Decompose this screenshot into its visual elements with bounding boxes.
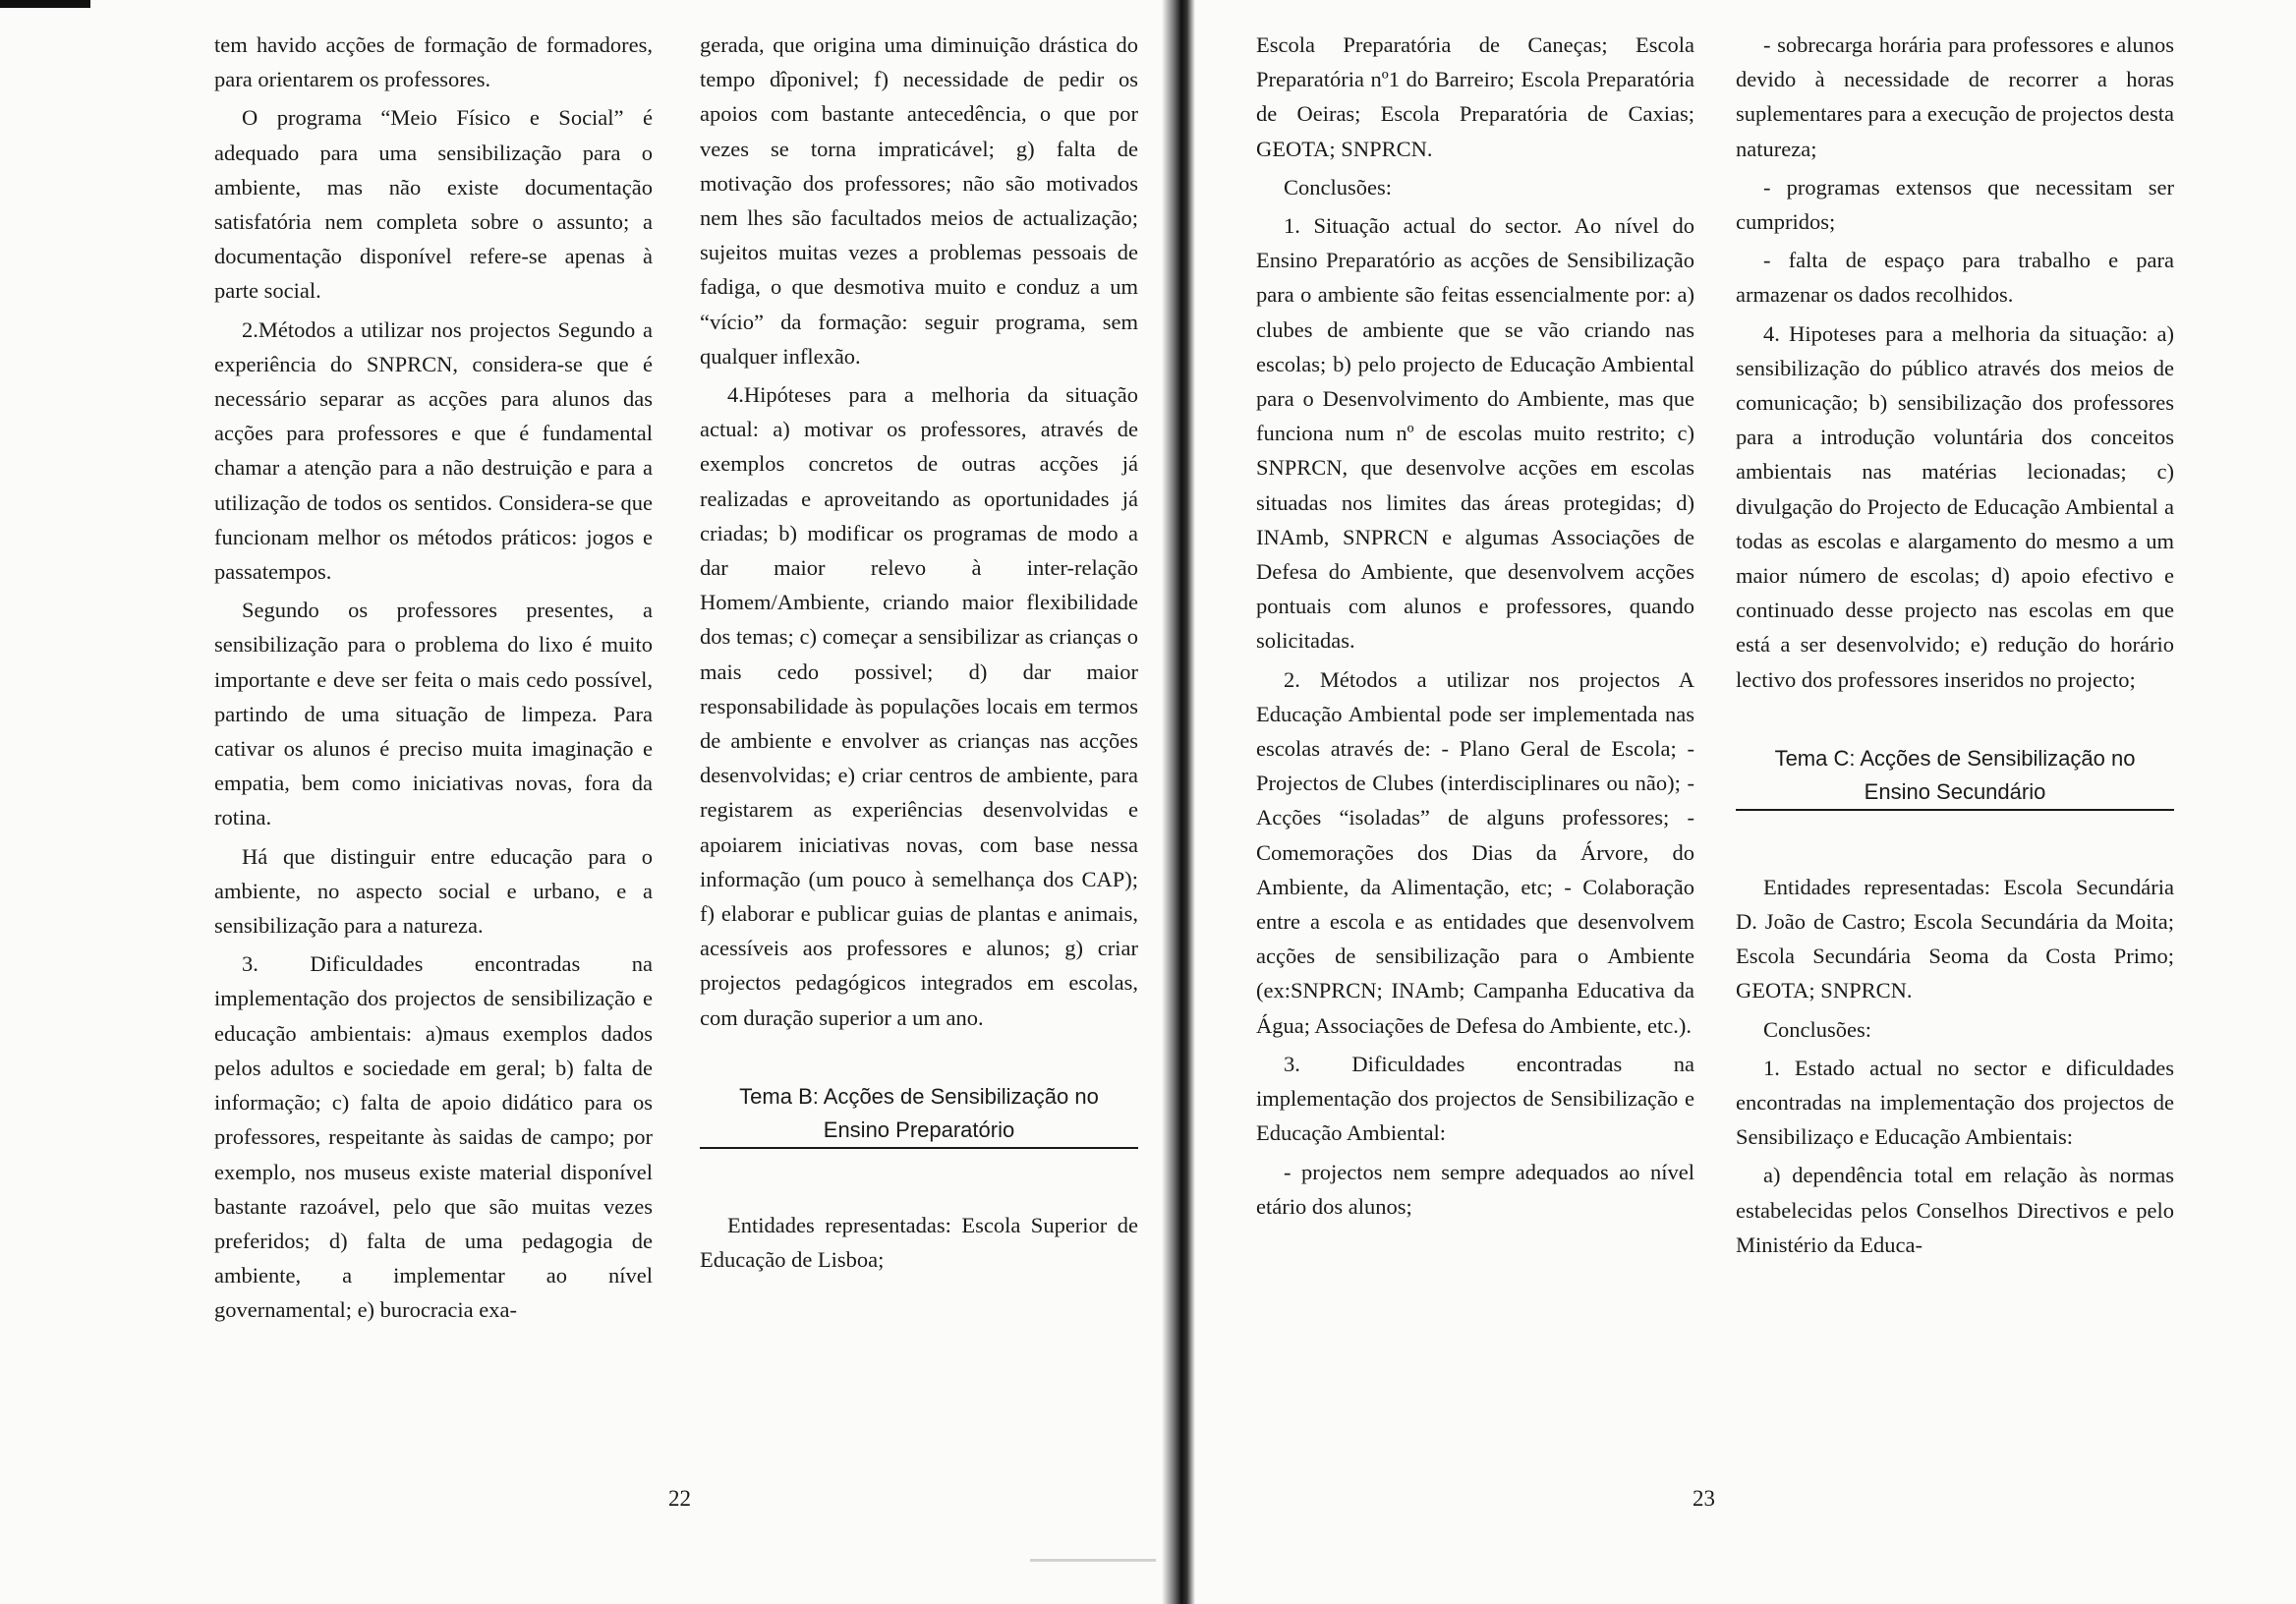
paragraph: 2.Métodos a utilizar nos projectos Segundo a experiência do SNPRCN, considera-se que é necessário separar as acções para alunos das acções para professores e que é fundamental chamar a atenção para a não destruição e para a utilização de todos os sentidos. Considera-se que funcionam melhor os métodos práticos: jogos e passatempos. (214, 316, 653, 585)
left-page-column-2 (700, 28, 1138, 1281)
paragraph: 3. Dificuldades encontradas na implementação dos projectos de Sensibilização e Educação Ambiental: (1256, 1051, 1694, 1146)
paragraph: 4. Hipoteses para a melhoria da situação: a) sensibilização do público através dos meios de comunicação; b) sensibilização dos professores para a introdução voluntária dos conceitos ambientais nas matérias lecionadas; c) divulgação do Projecto de Educação Ambiental a todas as escolas e alargamento do mesmo a um maior número de escolas; d) apoio efectivo e continuado desse projecto nas escolas em que está a ser desenvolvido; e) redução do horário lectivo dos professores inseridos no projecto; (1736, 320, 2174, 692)
paragraph: tem havido acções de formação de formadores, para orientarem os professores. (214, 32, 653, 92)
left-page-column-1 (214, 28, 653, 1332)
paragraph: - projectos nem sempre adequados ao nível etário dos alunos; (1256, 1159, 1694, 1219)
paragraph: a) dependência total em relação às normas estabelecidas pelos Conselhos Directivos e pelo Ministério da Educa- (1736, 1163, 2174, 1257)
scan-bleed-mark (1030, 1559, 1156, 1562)
paragraph: Escola Preparatória de Caneças; Escola Preparatória nº1 do Barreiro; Escola Preparatória de Oeiras; Escola Preparatória de Caxias; GEOTA; SNPRCN. (1256, 32, 1694, 161)
right-page-column-1 (1256, 28, 1694, 1228)
heading-line-2: Ensino Preparatório (700, 1114, 1138, 1149)
paragraph: - sobrecarga horária para professores e alunos devido à necessidade de recorrer a horas suplementares para a execução de projectos desta natureza; (1736, 32, 2174, 161)
right-page-column-2 (1736, 28, 2174, 1266)
paragraph: 1. Estado actual no sector e dificuldades encontradas na implementação dos projectos de Sensibilizaço e Educação Ambientais: (1736, 1055, 2174, 1150)
page-number-right: 23 (1693, 1486, 1715, 1511)
right-page (1185, 0, 2296, 1604)
paragraph: Conclusões: (1284, 174, 1392, 200)
paragraph: 2. Métodos a utilizar nos projectos A Educação Ambiental pode ser implementada nas escolas através de: - Plano Geral de Escola; - Projectos de Clubes (interdisciplinares ou não); - Acções “isoladas” de alguns professores; - Comemorações dos Dias da Árvore, do Ambiente, da Alimentação, etc; - Colaboração entre a escola e as entidades que desenvolvem acções de sensibilização para o Ambiente (ex:SNPRCN; INAmb; Campanha Educativa da Água; Associações de Defesa do Ambiente, etc.). (1256, 666, 1694, 1038)
paragraph: Conclusões: (1763, 1016, 1871, 1042)
heading-line-2: Ensino Secundário (1736, 775, 2174, 811)
paragraph: Entidades representadas: Escola Superior de Educação de Lisboa; (700, 1212, 1138, 1273)
paragraph: 1. Situação actual do sector. Ao nível do Ensino Preparatório as acções de Sensibilização para o ambiente são feitas essencialmente por: a) clubes de ambiente que se vão criando nas escolas; b) pelo projecto de Educação Ambiental para o Desenvolvimento do Ambiente, mas que funciona num nº de escolas muito restrito; c) SNPRCN, que desenvolve acções em escolas situadas nos limites das áreas protegidas; d) INAmb, SNPRCN e algumas Associações de Defesa do Ambiente, que desenvolvem acções pontuais com alunos e professores, quando solicitadas. (1256, 213, 1694, 654)
paragraph: Segundo os professores presentes, a sensibilização para o problema do lixo é muito importante e deve ser feita o mais cedo possível, partindo de uma situação de limpeza. Para cativar os alunos é preciso muita imaginação e empatia, bem como iniciativas novas, fora da rotina. (214, 598, 653, 831)
heading-line-1: Tema C: Acções de Sensibilização no (1774, 745, 2136, 771)
paragraph: gerada, que origina uma diminuição drástica do tempo dîponivel; f) necessidade de pedir os apoios com bastante antecedência, o que por vezes se torna impraticável; g) falta de motivação dos professores; não são motivados nem lhes são facultados meios de actualização; sujeitos muitas vezes a problemas pessoais de fadiga, o que desmotiva muito e conduz a um “vício” da formação: seguir programa, sem qualquer inflexão. (700, 32, 1138, 369)
paragraph: 3. Dificuldades encontradas na implementação dos projectos de sensibilização e educação ambientais: a)maus exemplos dados pelos adultos e sociedade em geral; b) falta de informação; c) falta de apoio didático para os professores, respeitante às saidas de campo; por exemplo, nos museus existe material disponível bastante razoável, pelo que são muitas vezes preferidos; d) falta de uma pedagogia de ambiente, a implementar ao nível governamental; e) burocracia exa- (214, 951, 653, 1323)
paragraph: - programas extensos que necessitam ser cumpridos; (1736, 174, 2174, 235)
page-number-left: 22 (668, 1486, 691, 1511)
book-gutter-shadow (1162, 0, 1181, 1604)
paragraph: Entidades representadas: Escola Secundária D. João de Castro; Escola Secundária da Moita; Escola Secundária Seoma da Costa Primo; GEOTA; SNPRCN. (1736, 874, 2174, 1003)
section-heading-tema-b (700, 1080, 1138, 1149)
paragraph: Há que distinguir entre educação para o ambiente, no aspecto social e urbano, e a sensibilização para a natureza. (214, 843, 653, 939)
paragraph: 4.Hipóteses para a melhoria da situação actual: a) motivar os professores, através de exemplos concretos de outras acções já realizadas e aproveitando as oportunidades já criadas; b) modificar os programas de modo a dar maior relevo à inter-relação Homem/Ambiente, criando maior flexibilidade dos temas; c) começar a sensibilizar as crianças o mais cedo possivel; d) dar maior responsabilidade às populações locais em termos de ambiente e envolver as crianças nas acções desenvolvidas; e) criar centros de ambiente, para registarem as experiências desenvolvidas e apoiarem iniciativas novas, com base nessa informação (um pouco à semelhança dos CAP); f) elaborar e publicar guias de plantas e animais, acessíveis aos professores e alunos; g) criar projectos pedagógicos integrados em escolas, com duração superior a um ano. (700, 382, 1138, 1030)
section-heading-tema-c (1736, 742, 2174, 811)
paragraph: O programa “Meio Físico e Social” é adequado para uma sensibilização para o ambiente, mas não existe documentação satisfatória nem completa sobre o assunto; a documentação disponível refere-se apenas à parte social. (214, 105, 653, 304)
paragraph: - falta de espaço para trabalho e para armazenar os dados recolhidos. (1736, 248, 2174, 308)
heading-line-1: Tema B: Acções de Sensibilização no (739, 1083, 1099, 1109)
